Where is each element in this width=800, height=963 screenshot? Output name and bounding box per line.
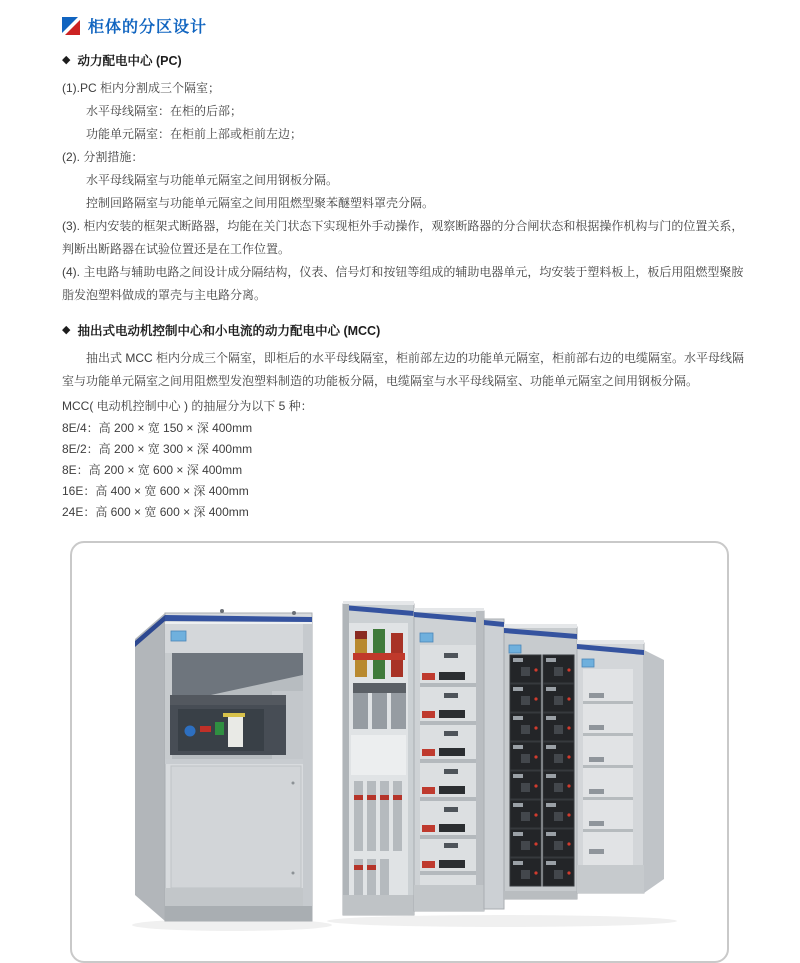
pc-line-8: (4). 主电路与辅助电路之间设计成分隔结构，仪表、信号灯和按钮等组成的辅助电器单元，均安装于塑料板上，板后用阻燃型聚胺脂发泡塑料做成的罩壳与主电路分离。 bbox=[62, 265, 744, 302]
switchgear-cabinets-photo bbox=[72, 543, 727, 961]
pc-line-3: 功能单元隔室：在柜前上部或柜前左边； bbox=[86, 127, 303, 141]
page-title: 柜体的分区设计 bbox=[88, 19, 208, 36]
circuit-breaker bbox=[170, 695, 286, 755]
mcc-drawer-note: MCC( 电动机控制中心 ) 的抽屉分为以下 5 种： bbox=[62, 399, 313, 413]
section-heading-pc bbox=[62, 51, 748, 69]
pc-line-6: 控制回路隔室与功能单元隔室之间用阻燃型聚苯醚塑料罩壳分隔。 bbox=[86, 196, 435, 210]
drawer-spec-16e: 16E：高 400 × 宽 600 × 深 400mm bbox=[62, 484, 249, 498]
blue-red-flag-icon bbox=[62, 17, 80, 35]
mcc-busbar-cabinet bbox=[343, 601, 414, 915]
drawer-spec-24e: 24E：高 600 × 宽 600 × 深 400mm bbox=[62, 505, 249, 519]
pc-line-2: 水平母线隔室：在柜的后部； bbox=[86, 104, 243, 118]
page-title-row bbox=[62, 14, 748, 37]
section-heading-mcc-label: 抽出式电动机控制中心和小电流的动力配电中心 (MCC) bbox=[77, 324, 381, 338]
drawer-spec-8e: 8E：高 200 × 宽 600 × 深 400mm bbox=[62, 463, 243, 477]
pc-cabinet-illustration bbox=[132, 609, 332, 931]
pc-line-7: (3). 柜内安装的框架式断路器，均能在关门状态下实现柜外手动操作，观察断路器的分合闸状态和根据操作机构与门的位置关系，判断出断路器在试验位置还是在工作位置。 bbox=[62, 219, 744, 256]
drawer-spec-8e4: 8E/4：高 200 × 宽 150 × 深 400mm bbox=[62, 421, 253, 435]
section-heading-mcc bbox=[62, 321, 748, 339]
pc-line-1: (1).PC 柜内分割成三个隔室； bbox=[62, 81, 221, 95]
mcc-shelf-cabinet bbox=[414, 608, 504, 911]
diamond-bullet-icon: ◆ bbox=[62, 323, 71, 336]
mcc-paragraph: 抽出式 MCC 柜内分成三个隔室，即柜后的水平母线隔室，柜前部左边的功能单元隔室，柜前部右边的电缆隔室。水平母线隔室与功能单元隔室之间用阻燃型发泡塑料制造的功能板分隔，电缆隔室与水平母线隔室、功能单元隔室之间用钢板分隔。 bbox=[62, 351, 745, 388]
pc-line-4: (2). 分割措施： bbox=[62, 150, 144, 164]
mcc-drawer-cabinet bbox=[504, 624, 577, 899]
pc-line-5: 水平母线隔室与功能单元隔室之间用钢板分隔。 bbox=[86, 173, 339, 187]
drawer-spec-8e2: 8E/2：高 200 × 宽 300 × 深 400mm bbox=[62, 442, 253, 456]
mcc-cabinets-illustration bbox=[327, 601, 677, 927]
diamond-bullet-icon: ◆ bbox=[62, 53, 71, 66]
product-photo-card bbox=[70, 541, 729, 963]
section-heading-pc-label: 动力配电中心 (PC) bbox=[77, 54, 182, 68]
mcc-empty-cabinet bbox=[577, 640, 664, 893]
